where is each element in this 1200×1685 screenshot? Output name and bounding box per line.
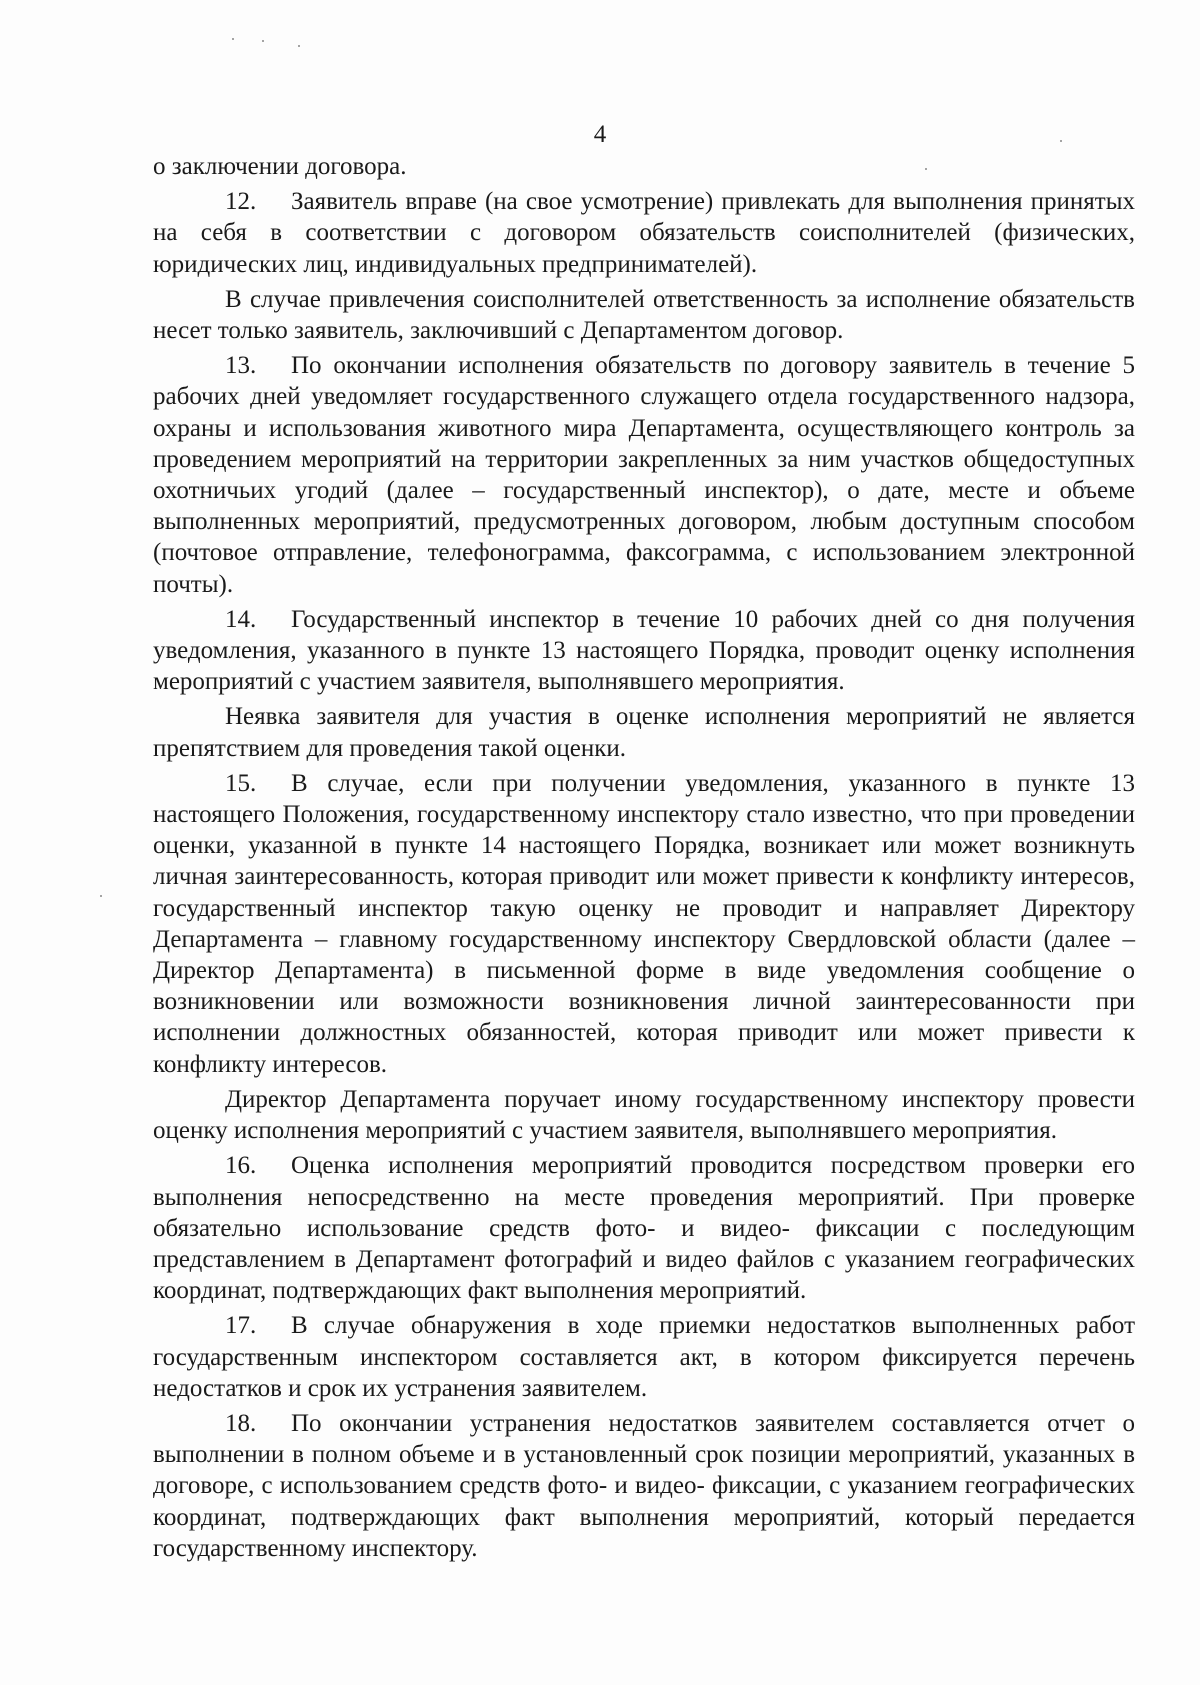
paragraph-text: В случае привлечения соисполнителей ответственность за исполнение обязательств несет только заявитель, заключивший с Департаментом договор.	[153, 285, 1135, 345]
clause-number: 15.	[225, 769, 257, 797]
clause-number: 16.	[225, 1152, 257, 1180]
clause-number: 17.	[225, 1312, 257, 1340]
paragraph-text: Заявитель вправе (на свое усмотрение) привлекать для выполнения принятых на себя в соответствии с договором обязательств соисполнителей (физических, юридических лиц, индивидуальных предпринимателей).	[153, 188, 1135, 278]
document-body	[153, 151, 1135, 1568]
paragraph-12	[153, 186, 1135, 280]
paragraph-text: По окончании устранения недостатков заявителем составляется отчет о выполнении в полном объеме и в установленный срок позиции мероприятий, указанных в договоре, с использованием средств фото- и видео- фиксации, с указанием географических координат, подтверждающих факт выполнения мероприятий, который передается государственному инспектору.	[153, 1409, 1135, 1562]
scan-speck	[232, 38, 234, 40]
paragraph	[153, 701, 1135, 763]
paragraph-text: Директор Департамента поручает иному государственному инспектору провести оценку исполнения мероприятий с участием заявителя, выполнявшего мероприятия.	[153, 1085, 1135, 1145]
paragraph-17	[153, 1310, 1135, 1404]
paragraph-text: о заключении договора.	[153, 153, 407, 180]
clause-number: 12.	[225, 188, 257, 216]
paragraph-text: В случае, если при получении уведомления, указанного в пункте 13 настоящего Положения, государственному инспектору стало известно, что при проведении оценки, указанной в пункте 14 настоящего Порядка, возникает или может возникнуть личная заинтересованность, которая приводит или может привести к конфликту интересов, государственный инспектор такую оценку не проводит и направляет Директору Департамента – главному государственному инспектору Свердловской области (далее – Директор Департамента) в письменной форме в виде уведомления сообщение о возникновении или возможности возникновения личной заинтересованности при исполнении должностных обязанностей, которая приводит или может привести к конфликту интересов.	[153, 769, 1135, 1078]
paragraph-18	[153, 1408, 1135, 1564]
paragraph	[153, 151, 1135, 182]
paragraph-13	[153, 350, 1135, 600]
paragraph	[153, 284, 1135, 346]
clause-number: 18.	[225, 1409, 257, 1437]
clause-number: 13.	[225, 352, 257, 380]
scan-speck	[262, 40, 264, 42]
paragraph-text: В случае обнаружения в ходе приемки недостатков выполненных работ государственным инспектором составляется акт, в котором фиксируется перечень недостатков и срок их устранения заявителем.	[153, 1312, 1135, 1402]
clause-number: 14.	[225, 605, 257, 633]
paragraph-text: По окончании исполнения обязательств по договору заявитель в течение 5 рабочих дней уведомляет государственного служащего отдела государственного надзора, охраны и использования животного мира Департамента, осуществляющего контроль за проведением мероприятий на территории закрепленных за ним участков общедоступных охотничьих угодий (далее – государственный инспектор), о дате, месте и объеме выполненных мероприятий, предусмотренных договором, любым доступным способом (почтовое отправление, телефонограмма, факсограмма, с использованием электронной почты).	[153, 352, 1135, 598]
paragraph-text: Государственный инспектор в течение 10 рабочих дней со дня получения уведомления, указанного в пункте 13 настоящего Порядка, проводит оценку исполнения мероприятий с участием заявителя, выполнявшего мероприятия.	[153, 605, 1135, 696]
paragraph-14	[153, 604, 1135, 698]
scan-speck	[100, 895, 102, 897]
paragraph-16	[153, 1150, 1135, 1306]
page-number: 4	[593, 121, 607, 148]
paragraph-text: Неявка заявителя для участия в оценке исполнения мероприятий не является препятствием для проведения такой оценки.	[153, 703, 1135, 762]
paragraph-15	[153, 768, 1135, 1080]
scan-speck	[298, 45, 300, 47]
paragraph-text: Оценка исполнения мероприятий проводится посредством проверки его выполнения непосредственно на месте проведения мероприятий. При проверке обязательно использование средств фото- и видео- фиксации с последующим представлением в Департамент фотографий и видео файлов с указанием географических координат, подтверждающих факт выполнения мероприятий.	[153, 1152, 1135, 1305]
paragraph	[153, 1084, 1135, 1146]
